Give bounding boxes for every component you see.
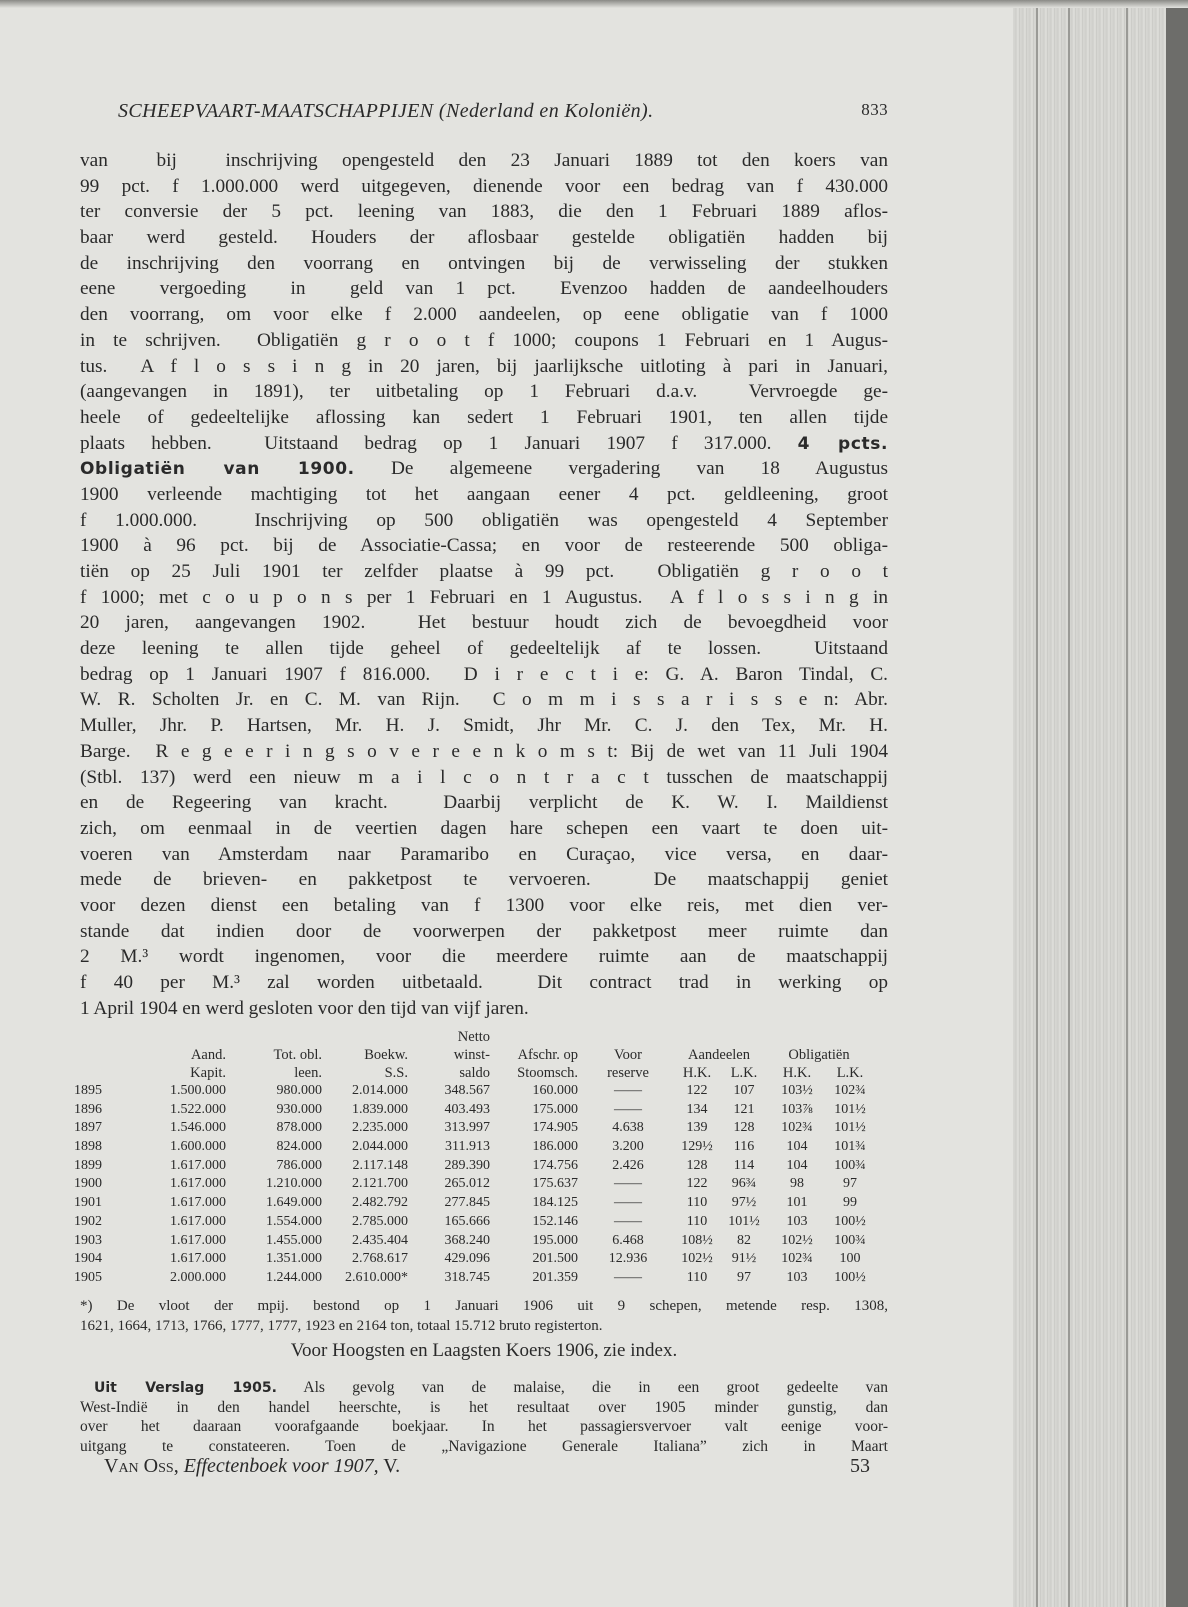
table-header-row xyxy=(74,1028,894,1046)
table-cell: 82 xyxy=(737,1232,751,1248)
table-cell: 1903 xyxy=(74,1232,102,1248)
line-text: 1900 à 96 pct. bij de Associatie-Cassa; en voor de resteerende 500 obliga- xyxy=(80,535,888,557)
table-cell: 97 xyxy=(843,1176,857,1192)
line-text: f 1000; met c o u p o n s per 1 Februari en 1 Augustus. A f l o s s i n g in xyxy=(80,586,888,608)
table-cell: 2.426 xyxy=(612,1157,644,1173)
table-header-row xyxy=(74,1046,894,1064)
verslag-heading: Uit Verslag 1905. xyxy=(94,1380,277,1396)
text-line xyxy=(80,970,888,996)
table-cell: 277.845 xyxy=(444,1195,490,1211)
table-cell: 2.610.000* xyxy=(345,1269,408,1285)
line-text: (Stbl. 137) werd een nieuw m a i l c o n t r a c t tusschen de maatschappij xyxy=(80,766,888,788)
table-cell: —— xyxy=(614,1176,642,1192)
text-line xyxy=(80,482,888,508)
text-line xyxy=(80,790,888,816)
table-cell: 129½ xyxy=(681,1139,713,1155)
table-cell: —— xyxy=(614,1101,642,1117)
table-row xyxy=(74,1232,894,1251)
text-line xyxy=(80,199,888,225)
table-cell: L.K. xyxy=(836,1065,864,1081)
table-cell xyxy=(74,1064,114,1082)
table-cell: 429.096 xyxy=(444,1251,490,1267)
table-cell: 103 xyxy=(786,1213,808,1229)
text-line xyxy=(80,842,888,868)
table-cell xyxy=(114,1028,226,1046)
table-cell: 1.554.000 xyxy=(266,1213,322,1229)
line-text: eene vergoeding in geld van 1 pct. Evenzoo hadden de aandeelhouders xyxy=(80,278,888,300)
page-edge-line xyxy=(1126,0,1128,1607)
page-footer xyxy=(104,1455,870,1478)
table-cell: 12.936 xyxy=(608,1251,648,1267)
table-cell: 1.351.000 xyxy=(266,1251,322,1267)
line-text: 1900 verleende machtiging tot het aangaan eener 4 pct. geldleening, groot xyxy=(80,483,888,505)
table-cell: 313.997 xyxy=(444,1120,490,1136)
line-text: den voorrang, om voor elke f 2.000 aandeelen, op eene obligatie van f 1000 xyxy=(80,304,888,326)
table-cell: 1.455.000 xyxy=(266,1232,322,1248)
footer-author-van: Van xyxy=(104,1455,139,1477)
line-text: Barge. R e g e e r i n g s o v e r e e n k o m s t: Bij de wet van 11 Juli 1904 xyxy=(80,740,888,762)
table-cell: 100½ xyxy=(834,1269,866,1285)
table-cell: 6.468 xyxy=(612,1232,644,1248)
text-line xyxy=(80,405,888,431)
index-note: Voor Hoogsten en Laagsten Koers 1906, zie index. xyxy=(290,1340,678,1361)
line-text: De algemeene vergadering van 18 Augustus xyxy=(354,458,888,480)
table-cell: 102½ xyxy=(781,1232,813,1248)
table-cell: 311.913 xyxy=(445,1139,490,1155)
line-text: zich, om eenmaal in de veertien dagen hare schepen een vaart te doen uit- xyxy=(80,817,888,839)
text-line xyxy=(80,328,888,354)
book-cover-edge xyxy=(1166,0,1188,1607)
table-cell: 4.638 xyxy=(612,1120,644,1136)
text-line xyxy=(80,610,888,636)
line-text: Muller, Jhr. P. Hartsen, Mr. H. J. Smidt, Jhr Mr. C. J. den Tex, Mr. H. xyxy=(80,715,888,737)
table-cell: 2.435.404 xyxy=(352,1232,408,1248)
table-cell: 165.666 xyxy=(444,1213,490,1229)
table-cell: Obligatiën xyxy=(788,1047,850,1063)
bold-heading-text: 4 pcts. xyxy=(797,433,888,454)
table-cell: Tot. obl. xyxy=(273,1047,322,1063)
text-line xyxy=(80,148,888,174)
table-cell: 1.600.000 xyxy=(170,1139,226,1155)
table-row xyxy=(74,1157,894,1176)
table-row xyxy=(74,1269,894,1288)
table-cell: —— xyxy=(614,1269,642,1285)
table-cell: 101¾ xyxy=(834,1139,866,1155)
line-text: f 1.000.000. Inschrijving op 500 obligatiën was opengesteld 4 September xyxy=(80,509,888,531)
table-cell: 128 xyxy=(733,1120,755,1136)
line-text: plaats hebben. Uitstaand bedrag op 1 Januari 1907 f 317.000. xyxy=(80,432,798,454)
text-line xyxy=(80,765,888,791)
table-cell: 175.637 xyxy=(532,1176,578,1192)
line-text: ter conversie der 5 pct. leening van 1883, die den 1 Februari 1889 aflos- xyxy=(80,201,888,223)
text-line xyxy=(80,636,888,662)
table-cell: 97½ xyxy=(731,1195,757,1211)
text-line xyxy=(80,533,888,559)
table-cell: 103 xyxy=(786,1269,808,1285)
table-cell: 108½ xyxy=(681,1232,713,1248)
verslag-line: West-Indië in den handel heerschte, is het resultaat over 1905 minder gunstig, dan xyxy=(80,1398,888,1416)
table-cell: 107 xyxy=(733,1083,755,1098)
table-cell xyxy=(828,1028,872,1046)
table-cell: 930.000 xyxy=(276,1101,322,1117)
table-cell: 99 xyxy=(843,1195,857,1211)
table-cell: 96¾ xyxy=(731,1176,757,1192)
table-cell xyxy=(74,1028,114,1046)
table-cell: Stoomsch. xyxy=(517,1065,578,1081)
table-cell: 114 xyxy=(733,1157,755,1173)
table-cell: 403.493 xyxy=(444,1101,490,1117)
table-cell: 2.000.000 xyxy=(170,1269,226,1285)
table-cell: 104 xyxy=(786,1157,808,1173)
table-cell: 1.617.000 xyxy=(170,1157,226,1173)
table-cell: 121 xyxy=(733,1101,755,1117)
verslag-section xyxy=(80,1378,888,1456)
table-cell: 1.617.000 xyxy=(170,1213,226,1229)
table-cell: 102½ xyxy=(681,1251,713,1267)
table-cell: 2.785.000 xyxy=(352,1213,408,1229)
line-text: in te schrijven. Obligatiën g r o o t f 1000; coupons 1 Februari en 1 Augus- xyxy=(80,329,888,351)
table-cell: 1897 xyxy=(74,1120,102,1136)
table-cell: 786.000 xyxy=(276,1157,322,1173)
table-cell: —— xyxy=(614,1083,642,1098)
table-cell: 1900 xyxy=(74,1176,102,1192)
table-cell: 103⅞ xyxy=(781,1101,813,1117)
table-cell: 101½ xyxy=(834,1120,866,1136)
text-line xyxy=(80,944,888,970)
table-cell: 1.244.000 xyxy=(266,1269,322,1285)
line-text: stande dat indien door de voorwerpen der pakketpost meer ruimte dan xyxy=(80,920,888,942)
footer-volume: V. xyxy=(378,1455,401,1477)
table-cell: 1.500.000 xyxy=(170,1083,226,1098)
body-text xyxy=(80,148,888,1021)
table-header-row xyxy=(74,1064,894,1082)
table-cell: 368.240 xyxy=(444,1232,490,1248)
table-row xyxy=(74,1175,894,1194)
table-cell: 101½ xyxy=(728,1213,760,1229)
line-text: tiën op 25 Juli 1901 ter zelfder plaatse à 99 pct. Obligatiën g r o o t xyxy=(80,561,888,582)
verslag-text: Als gevolg van de malaise, die in een groot gedeelte van xyxy=(303,1379,888,1396)
table-cell: 289.390 xyxy=(444,1157,490,1173)
text-line xyxy=(80,816,888,842)
table-cell xyxy=(490,1028,578,1046)
line-text: 20 jaren, aangevangen 1902. Het bestuur houdt zich de bevoegdheid voor xyxy=(80,612,888,634)
verslag-line xyxy=(94,1378,888,1398)
page-number-bottom: 53 xyxy=(850,1455,870,1477)
page-stack-edge xyxy=(1013,0,1188,1607)
table-cell: winst- xyxy=(453,1047,490,1063)
text-line xyxy=(80,302,888,328)
line-text: en de Regeering van kracht. Daarbij verplicht de K. W. I. Maildienst xyxy=(80,792,888,814)
scan-top-shadow xyxy=(0,0,1188,8)
running-header xyxy=(118,100,888,123)
table-footnote xyxy=(80,1296,888,1336)
table-cell: —— xyxy=(614,1195,642,1211)
table-cell: 1.546.000 xyxy=(170,1120,226,1136)
line-text: mede de brieven- en pakketpost te vervoeren. De maatschappij geniet xyxy=(80,869,888,891)
table-cell: 265.012 xyxy=(444,1176,490,1192)
table-row xyxy=(74,1250,894,1269)
table-cell: 139 xyxy=(686,1120,708,1136)
table-cell: 1905 xyxy=(74,1269,102,1285)
table-row xyxy=(74,1194,894,1213)
table-cell: 1.617.000 xyxy=(170,1232,226,1248)
table-cell: L.K. xyxy=(730,1065,758,1081)
table-cell xyxy=(722,1028,766,1046)
footer-author-oss: Oss, xyxy=(138,1455,184,1477)
text-line xyxy=(80,687,888,713)
table-cell: 186.000 xyxy=(532,1139,578,1155)
line-text: bedrag op 1 Januari 1907 f 816.000. D i r e c t i e: G. A. Baron Tindal, C. xyxy=(80,663,888,685)
line-text: f 40 per M.³ zal worden uitbetaald. Dit contract trad in werking op xyxy=(80,972,888,993)
line-text: tus. A f l o s s i n g in 20 jaren, bij jaarlijksche uitloting à pari in Januari, xyxy=(80,355,888,377)
table-cell: 2.235.000 xyxy=(352,1120,408,1136)
line-text: voor dezen dienst een betaling van f 1300 voor elke reis, met dien ver- xyxy=(80,894,888,916)
footnote-line: 1621, 1664, 1713, 1766, 1777, 1777, 1923 en 2164 ton, totaal 15.712 bruto registerton. xyxy=(80,1318,603,1334)
table-cell: 100½ xyxy=(834,1213,866,1229)
table-cell: 318.745 xyxy=(444,1269,490,1285)
table-cell: 201.359 xyxy=(532,1269,578,1285)
table-cell: 2.117.148 xyxy=(352,1157,408,1173)
table-cell: 824.000 xyxy=(276,1139,322,1155)
table-row xyxy=(74,1138,894,1157)
table-cell: 160.000 xyxy=(532,1083,578,1098)
verslag-line: over het daaraan voorafgaande boekjaar. In het passagiersvervoer valt eenige voor- xyxy=(80,1418,888,1435)
table-cell xyxy=(74,1046,114,1064)
line-text: de inschrijving den voorrang en ontvingen bij de verwisseling der stukken xyxy=(80,252,888,274)
table-cell: 175.000 xyxy=(532,1101,578,1117)
table-cell: 152.146 xyxy=(532,1213,578,1229)
table-cell: 128 xyxy=(686,1157,708,1173)
page-number-top: 833 xyxy=(861,100,888,119)
table-row xyxy=(74,1213,894,1232)
table-cell: 103½ xyxy=(781,1083,813,1098)
line-text: voeren van Amsterdam naar Paramaribo en Curaçao, vice versa, en daar- xyxy=(80,843,888,865)
table-cell: 1.617.000 xyxy=(170,1176,226,1192)
line-text: W. R. Scholten Jr. en C. M. van Rijn. C o m m i s s a r i s s e n: Abr. xyxy=(80,689,888,711)
table-cell: 201.500 xyxy=(532,1251,578,1267)
text-line xyxy=(80,585,888,611)
footnote-line: *) De vloot der mpij. bestond op 1 Januari 1906 uit 9 schepen, metende resp. 1308, xyxy=(80,1298,888,1314)
table-cell: 195.000 xyxy=(532,1232,578,1248)
table-cell xyxy=(578,1028,672,1046)
line-text: 2 M.³ wordt ingenomen, voor die meerdere ruimte aan de maatschappij xyxy=(80,946,888,968)
text-line xyxy=(80,431,888,457)
table-cell: 97 xyxy=(737,1269,751,1285)
verslag-line: uitgang te constateeren. Toen de „Navigazione Generale Italiana” zich in Maart xyxy=(80,1437,888,1455)
table-row xyxy=(74,1119,894,1138)
table-cell: 104 xyxy=(786,1139,808,1155)
table-cell: 100¾ xyxy=(834,1232,866,1248)
table-cell: 102¾ xyxy=(834,1083,866,1098)
table-cell: 1904 xyxy=(74,1251,102,1267)
table-cell: Afschr. op xyxy=(517,1047,578,1063)
table-cell: Aand. xyxy=(190,1047,226,1063)
table-cell: 91½ xyxy=(731,1251,757,1267)
line-text: deze leening te allen tijde geheel of gedeeltelijk af te lossen. Uitstaand xyxy=(80,638,888,660)
table-cell: 3.200 xyxy=(612,1139,644,1155)
text-line xyxy=(80,354,888,380)
table-cell: 102¾ xyxy=(781,1251,813,1267)
table-cell: 2.482.792 xyxy=(352,1195,408,1211)
table-cell: 100 xyxy=(839,1251,861,1267)
line-text: heele of gedeeltelijke aflossing kan sedert 1 Februari 1901, ten allen tijde xyxy=(80,406,888,428)
table-cell: 101½ xyxy=(834,1101,866,1117)
table-cell: 101 xyxy=(786,1195,808,1211)
table-cell: 1.649.000 xyxy=(266,1195,322,1211)
page-edge-line xyxy=(1068,0,1070,1607)
financial-table xyxy=(74,1028,894,1288)
table-cell: 122 xyxy=(686,1176,708,1192)
table-cell xyxy=(226,1028,322,1046)
table-cell: 1.839.000 xyxy=(352,1101,408,1117)
line-text: (aangevangen in 1891), ter uitbetaling op 1 Februari d.a.v. Vervroegde ge- xyxy=(80,381,888,403)
page-edge-line xyxy=(1036,0,1038,1607)
line-text: van bij inschrijving opengesteld den 23 Januari 1889 tot den koers van xyxy=(80,150,888,171)
text-line xyxy=(80,893,888,919)
table-cell xyxy=(766,1028,828,1046)
text-line xyxy=(80,713,888,739)
table-cell: 1.522.000 xyxy=(170,1101,226,1117)
bold-heading-text: Obligatiën van 1900. xyxy=(80,459,355,480)
table-cell: 174.905 xyxy=(532,1120,578,1136)
table-cell: 100¾ xyxy=(834,1157,866,1173)
table-cell: 1.210.000 xyxy=(266,1176,322,1192)
table-cell xyxy=(322,1028,408,1046)
table-cell: 102¾ xyxy=(781,1120,813,1136)
table-cell: Boekw. xyxy=(364,1047,408,1063)
table-cell: 110 xyxy=(686,1213,708,1229)
table-cell: H.K. xyxy=(782,1065,812,1081)
table-cell: leen. xyxy=(294,1065,322,1081)
table-cell: 1896 xyxy=(74,1101,102,1117)
table-cell: 878.000 xyxy=(276,1120,322,1136)
text-line xyxy=(80,251,888,277)
table-cell: 2.014.000 xyxy=(352,1083,408,1098)
table-cell: 174.756 xyxy=(532,1157,578,1173)
table-row xyxy=(74,1082,894,1101)
text-line xyxy=(80,276,888,302)
table-cell: 980.000 xyxy=(276,1083,322,1098)
table-cell: —— xyxy=(614,1213,642,1229)
table-cell: H.K. xyxy=(682,1065,712,1081)
text-line xyxy=(80,225,888,251)
table-cell: 1895 xyxy=(74,1083,102,1098)
table-cell: Aandeelen xyxy=(688,1047,750,1063)
text-line xyxy=(80,996,888,1022)
table-cell: 110 xyxy=(686,1195,708,1211)
table-cell: 98 xyxy=(790,1176,804,1192)
text-line xyxy=(80,867,888,893)
table-cell: 184.125 xyxy=(532,1195,578,1211)
line-text: 1 April 1904 en werd gesloten voor den tijd van vijf jaren. xyxy=(80,997,529,1019)
table-cell: 116 xyxy=(733,1139,755,1155)
text-line xyxy=(80,508,888,534)
text-line xyxy=(80,662,888,688)
footer-book-title: Effectenboek voor 1907, xyxy=(183,1455,379,1477)
table-cell: 122 xyxy=(686,1083,708,1098)
text-line xyxy=(80,739,888,765)
table-cell: 1901 xyxy=(74,1195,102,1211)
line-text: baar werd gesteld. Houders der aflosbaar gestelde obligatiën hadden bij xyxy=(80,227,888,249)
text-line xyxy=(80,379,888,405)
table-cell: 1.617.000 xyxy=(170,1195,226,1211)
table-cell xyxy=(672,1028,722,1046)
line-text: 99 pct. f 1.000.000 werd uitgegeven, dienende voor een bedrag van f 430.000 xyxy=(80,175,888,197)
table-cell: 2.768.617 xyxy=(352,1251,408,1267)
table-cell: 1898 xyxy=(74,1139,102,1155)
table-cell: 2.044.000 xyxy=(352,1139,408,1155)
text-line xyxy=(80,919,888,945)
running-title: SCHEEPVAART-MAATSCHAPPIJEN (Nederland en Koloniën). xyxy=(118,100,654,122)
table-cell: reserve xyxy=(607,1065,649,1081)
table-cell: S.S. xyxy=(384,1065,408,1081)
table-cell: 1899 xyxy=(74,1157,102,1173)
table-cell: saldo xyxy=(459,1065,490,1081)
text-line xyxy=(80,174,888,200)
table-cell: 134 xyxy=(686,1101,708,1117)
text-line xyxy=(80,456,888,482)
table-cell: Netto xyxy=(457,1029,490,1045)
table-cell: 1902 xyxy=(74,1213,102,1229)
table-cell: Voor xyxy=(614,1047,642,1063)
table-cell: 2.121.700 xyxy=(352,1176,408,1192)
table-cell: 1.617.000 xyxy=(170,1251,226,1267)
text-line xyxy=(80,559,888,585)
table-cell: 110 xyxy=(686,1269,708,1285)
table-cell: 348.567 xyxy=(444,1083,490,1098)
table-row xyxy=(74,1101,894,1120)
table-cell: Kapit. xyxy=(190,1065,226,1081)
